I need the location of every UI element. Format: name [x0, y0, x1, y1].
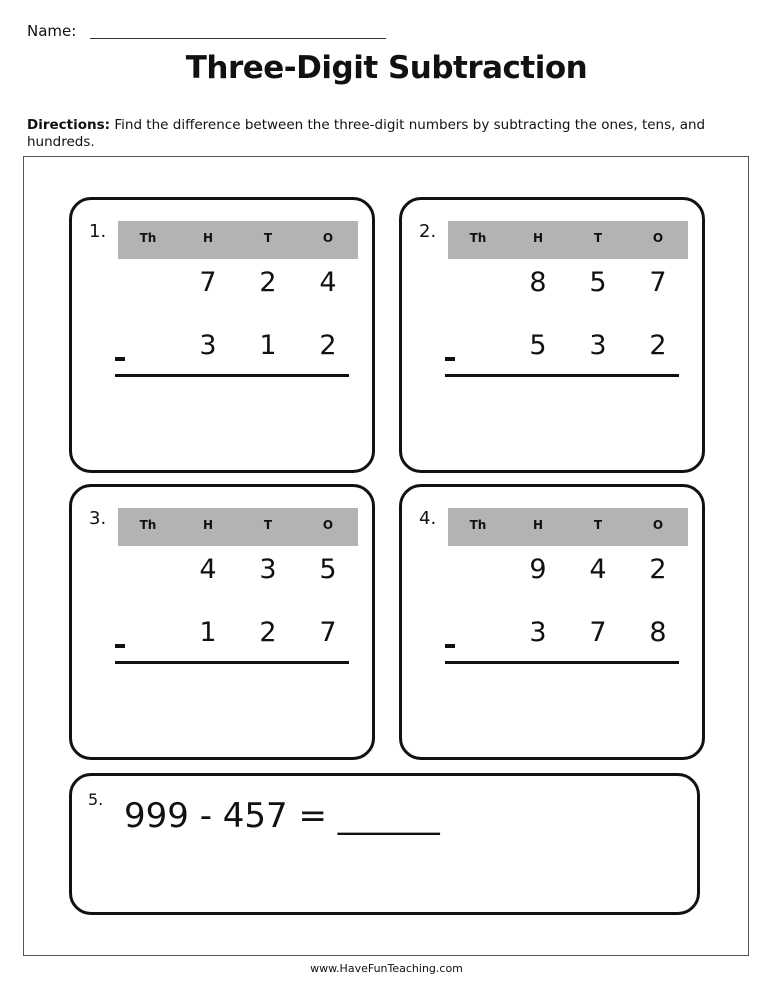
header-h: H [202, 518, 214, 532]
header-t: T [593, 518, 603, 532]
problem-4-number: 4. [419, 508, 437, 529]
header-t: T [263, 231, 273, 245]
directions-text: Find the difference between the three-digit numbers by subtracting the ones, tens, and hundreds. [27, 117, 706, 150]
header-h: H [532, 231, 544, 245]
answer-line [115, 374, 349, 377]
header-th: Th [139, 518, 157, 532]
problem-5-number: 5. [88, 790, 104, 809]
problem-2-top-digit: 8 [529, 267, 547, 298]
problem-1-bottom-digit: 3 [199, 330, 217, 361]
minus-sign [445, 644, 455, 648]
name-label: Name: [27, 22, 77, 40]
answer-line [445, 374, 679, 377]
problem-3-bottom-digit: 2 [259, 617, 277, 648]
minus-sign [445, 357, 455, 361]
problem-3-top-digit: 5 [319, 554, 337, 585]
place-value-header [448, 221, 688, 259]
header-h: H [532, 518, 544, 532]
header-th: Th [469, 518, 487, 532]
problem-3-bottom-digit: 7 [319, 617, 337, 648]
problem-1-top-digit: 4 [319, 267, 337, 298]
header-th: Th [139, 231, 157, 245]
problem-1-bottom-digit: 2 [319, 330, 337, 361]
problem-4-top-digit: 4 [589, 554, 607, 585]
header-o: O [322, 231, 334, 245]
problem-3-top-digit: 3 [259, 554, 277, 585]
problem-2-top-digit: 5 [589, 267, 607, 298]
directions [27, 117, 727, 151]
name-input-line[interactable] [90, 38, 386, 39]
minus-sign [115, 644, 125, 648]
problem-3-number: 3. [89, 508, 107, 529]
problem-4-top-digit: 9 [529, 554, 547, 585]
problem-1-bottom-digit: 1 [259, 330, 277, 361]
header-t: T [593, 231, 603, 245]
problem-5-box [69, 773, 700, 915]
footer-url: www.HaveFunTeaching.com [310, 962, 463, 975]
problem-3-bottom-digit: 1 [199, 617, 217, 648]
problem-4-bottom-digit: 3 [529, 617, 547, 648]
problem-2-bottom-digit: 5 [529, 330, 547, 361]
header-h: H [202, 231, 214, 245]
directions-label: Directions: [27, 117, 111, 133]
problem-4-top-digit: 2 [649, 554, 667, 585]
problem-1-top-digit: 7 [199, 267, 217, 298]
header-o: O [652, 231, 664, 245]
answer-line [115, 661, 349, 664]
answer-line [445, 661, 679, 664]
problem-1-number: 1. [89, 221, 107, 242]
problem-1-top-digit: 2 [259, 267, 277, 298]
header-o: O [652, 518, 664, 532]
problem-2-bottom-digit: 2 [649, 330, 667, 361]
place-value-header [448, 508, 688, 546]
minus-sign [115, 357, 125, 361]
place-value-header [118, 221, 358, 259]
page-title: Three-Digit Subtraction [185, 50, 588, 86]
header-th: Th [469, 231, 487, 245]
problem-2-bottom-digit: 3 [589, 330, 607, 361]
problem-4-bottom-digit: 7 [589, 617, 607, 648]
problem-2-top-digit: 7 [649, 267, 667, 298]
problem-3-top-digit: 4 [199, 554, 217, 585]
problem-2-number: 2. [419, 221, 437, 242]
problem-5-equation[interactable]: 999 - 457 = ______ [124, 796, 440, 836]
place-value-header [118, 508, 358, 546]
header-o: O [322, 518, 334, 532]
problem-4-bottom-digit: 8 [649, 617, 667, 648]
header-t: T [263, 518, 273, 532]
